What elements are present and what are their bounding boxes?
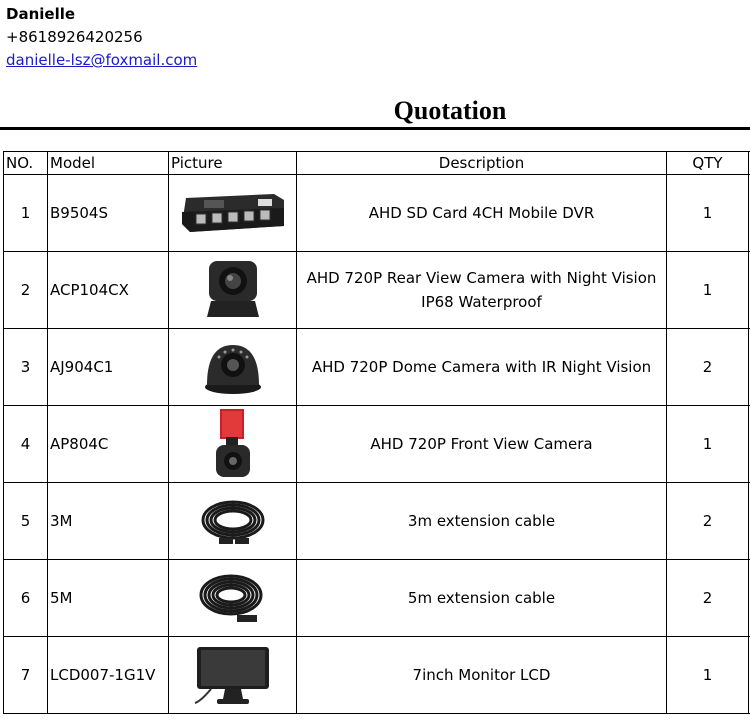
cell-picture	[169, 252, 297, 329]
contact-phone: +8618926420256	[6, 28, 143, 46]
cell-model: B9504S	[48, 175, 169, 252]
cable-image	[197, 567, 269, 629]
cell-qty: 2	[667, 560, 749, 637]
header-qty: QTY	[667, 152, 749, 175]
header-picture: Picture	[169, 152, 297, 175]
monitor-image	[191, 643, 275, 707]
header-model: Model	[48, 152, 169, 175]
cell-picture	[169, 329, 297, 406]
table-row	[4, 175, 750, 252]
cell-description: 7inch Monitor LCD	[297, 637, 667, 714]
cell-model: AP804C	[48, 406, 169, 483]
cell-no: 3	[4, 329, 48, 406]
table-row	[4, 406, 750, 483]
cell-qty: 1	[667, 406, 749, 483]
cell-qty: 2	[667, 483, 749, 560]
cell-picture	[169, 175, 297, 252]
front-camera-image	[208, 407, 258, 481]
cell-description: 3m extension cable	[297, 483, 667, 560]
table-row	[4, 483, 750, 560]
cell-no: 7	[4, 637, 48, 714]
cell-model: LCD007-1G1V	[48, 637, 169, 714]
cell-model: AJ904C1	[48, 329, 169, 406]
cable-image	[197, 490, 269, 552]
dome-camera-image	[201, 337, 265, 397]
page-title: Quotation	[393, 96, 507, 125]
cell-no: 6	[4, 560, 48, 637]
cell-description: 5m extension cable	[297, 560, 667, 637]
cell-qty: 1	[667, 175, 749, 252]
table-row	[4, 560, 750, 637]
rear-camera-image	[201, 257, 265, 323]
cell-description: AHD 720P Dome Camera with IR Night Vision	[297, 329, 667, 406]
title-divider	[0, 127, 750, 130]
cell-no: 1	[4, 175, 48, 252]
table-header-row	[4, 152, 750, 175]
cell-no: 5	[4, 483, 48, 560]
cell-model: 3M	[48, 483, 169, 560]
cell-picture	[169, 560, 297, 637]
cell-qty: 2	[667, 329, 749, 406]
cell-model: 5M	[48, 560, 169, 637]
table-row	[4, 252, 750, 329]
cell-picture	[169, 637, 297, 714]
cell-description: AHD 720P Rear View Camera with Night Vision IP68 Waterproof	[297, 252, 667, 329]
cell-model: ACP104CX	[48, 252, 169, 329]
table-row	[4, 329, 750, 406]
cell-picture	[169, 483, 297, 560]
cell-description: AHD SD Card 4CH Mobile DVR	[297, 175, 667, 252]
cell-qty: 1	[667, 637, 749, 714]
contact-email-link[interactable]: danielle-lsz@foxmail.com	[6, 51, 198, 69]
contact-block	[6, 3, 197, 72]
cell-description: AHD 720P Front View Camera	[297, 406, 667, 483]
quotation-table	[3, 151, 750, 714]
header-description: Description	[297, 152, 667, 175]
cell-no: 2	[4, 252, 48, 329]
header-no: NO.	[4, 152, 48, 175]
cell-picture	[169, 406, 297, 483]
dvr-image	[178, 190, 288, 236]
contact-name: Danielle	[6, 5, 76, 23]
cell-no: 4	[4, 406, 48, 483]
table-row	[4, 637, 750, 714]
cell-qty: 1	[667, 252, 749, 329]
